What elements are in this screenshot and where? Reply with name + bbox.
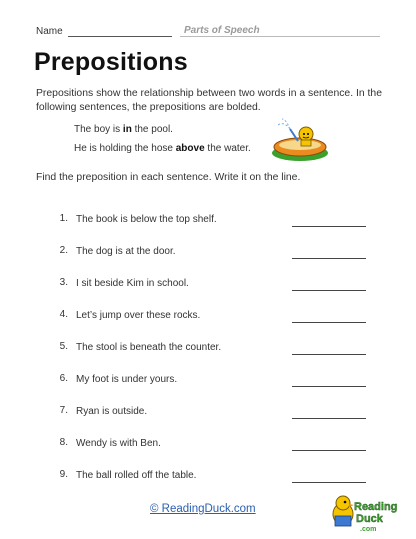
- bold-preposition: in: [122, 124, 132, 135]
- answer-line[interactable]: [292, 322, 366, 323]
- svg-text:Duck: Duck: [356, 513, 383, 525]
- answer-line[interactable]: [292, 226, 366, 227]
- example-sentence-2: He is holding the hose above the water.: [74, 143, 251, 154]
- question-number: 6.: [59, 373, 68, 384]
- question-text: Ryan is outside.: [76, 406, 148, 417]
- reading-duck-logo: [330, 488, 398, 534]
- answer-line[interactable]: [292, 482, 366, 483]
- name-label: Name: [36, 26, 63, 37]
- question-number: 3.: [59, 277, 68, 288]
- bold-preposition: above: [175, 143, 205, 154]
- question-text: The ball rolled off the table.: [76, 470, 197, 481]
- answer-line[interactable]: [292, 258, 366, 259]
- question-text: Wendy is with Ben.: [76, 438, 161, 449]
- question-number: 8.: [59, 437, 68, 448]
- question-text: I sit beside Kim in school.: [76, 278, 189, 289]
- svg-text:.com: .com: [360, 526, 377, 533]
- worksheet-topic: Parts of Speech: [184, 25, 260, 36]
- name-blank-line[interactable]: [68, 36, 172, 37]
- question-number: 2.: [59, 245, 68, 256]
- intro-paragraph: Prepositions show the relationship between two words in a sentence. In the following sentences, the prepositions are bolded.: [36, 88, 382, 113]
- svg-text:Reading: Reading: [354, 501, 398, 513]
- question-text: The stool is beneath the counter.: [76, 342, 222, 353]
- answer-line[interactable]: [292, 450, 366, 451]
- example-sentence-1: The boy is in the pool.: [74, 124, 173, 135]
- question-number: 5.: [59, 341, 68, 352]
- question-number: 1.: [59, 213, 68, 224]
- question-number: 9.: [59, 469, 68, 480]
- question-text: The dog is at the door.: [76, 246, 176, 257]
- topic-underline: [180, 36, 380, 37]
- question-text: My foot is under yours.: [76, 374, 178, 385]
- question-number: 7.: [59, 405, 68, 416]
- answer-line[interactable]: [292, 290, 366, 291]
- answer-line[interactable]: [292, 386, 366, 387]
- question-text: Let’s jump over these rocks.: [76, 310, 201, 321]
- answer-line[interactable]: [292, 418, 366, 419]
- question-number: 4.: [59, 309, 68, 320]
- answer-line[interactable]: [292, 354, 366, 355]
- page-title: Prepositions: [34, 48, 188, 76]
- readingduck-link[interactable]: © ReadingDuck.com: [150, 503, 256, 515]
- question-text: The book is below the top shelf.: [76, 214, 217, 225]
- boy-in-pool-illustration: [262, 117, 334, 163]
- instructions: Find the preposition in each sentence. Write it on the line.: [36, 172, 301, 183]
